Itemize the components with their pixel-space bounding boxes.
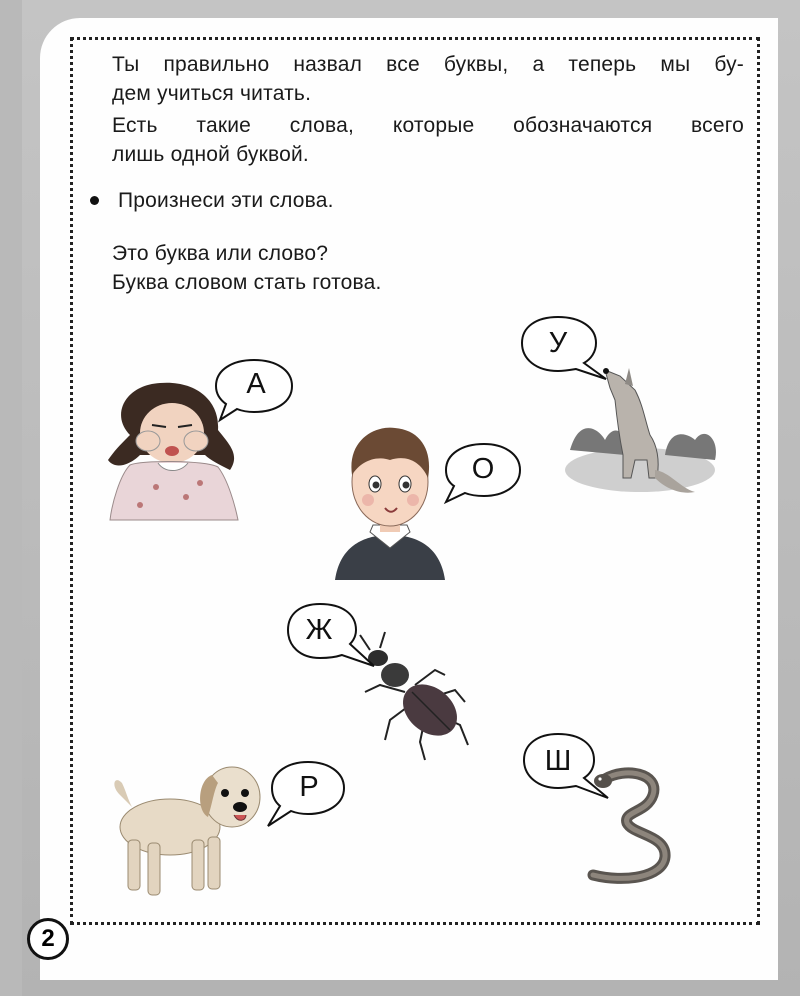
bubble-letter-o: О (471, 453, 495, 485)
bubble-letter-zh: Ж (305, 614, 333, 646)
poem-line-2: Буква словом стать готова. (112, 271, 382, 294)
puppy-illustration (100, 755, 270, 905)
intro-paragraph-1-cont: дем учиться читать. (112, 82, 312, 105)
intro-paragraph-1: Ты правильно назвал все буквы, а теперь мы бу- (112, 53, 744, 76)
bubble-letter-u: У (548, 327, 568, 359)
bubble-letter-r: Р (299, 771, 319, 803)
task-text: Произнеси эти слова. (118, 189, 334, 212)
poem-line-1: Это буква или слово? (112, 242, 329, 265)
bullet-dot (90, 196, 99, 205)
boy-illustration (335, 420, 445, 580)
bubble-letter-a: А (246, 368, 266, 400)
intro-paragraph-2: Есть такие слова, которые обозначаются всего (112, 114, 744, 137)
bubble-letter-sh: Ш (544, 745, 572, 777)
intro-paragraph-2-cont: лишь одной буквой. (112, 143, 309, 166)
page-number: 2 (27, 918, 69, 960)
